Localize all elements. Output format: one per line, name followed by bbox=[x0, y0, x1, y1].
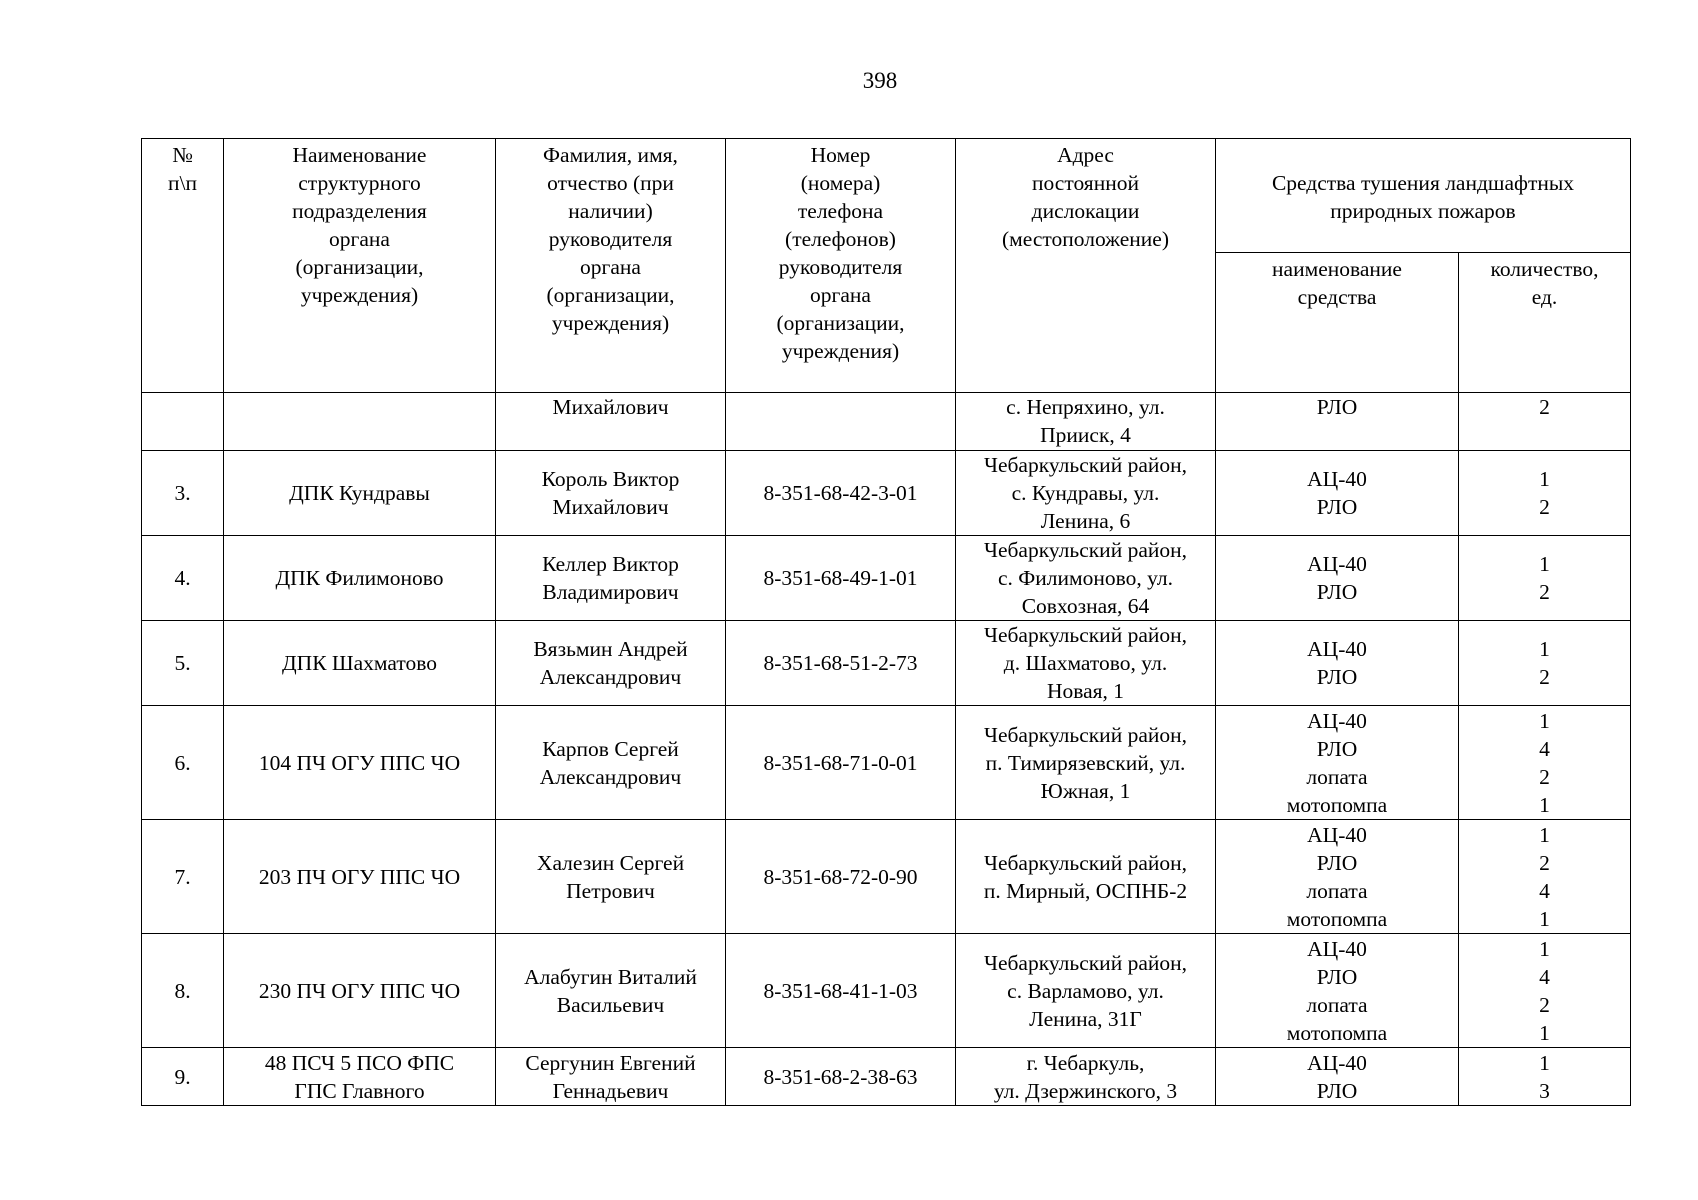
means-qty-line: 4 bbox=[1539, 736, 1550, 761]
address-line: ул. Дзержинского, 3 bbox=[993, 1078, 1178, 1103]
means-name-line: АЦ-40 bbox=[1307, 637, 1367, 661]
cell-unit bbox=[224, 393, 496, 451]
address-line: с. Непряхино, ул. bbox=[1006, 395, 1165, 419]
cell-head bbox=[496, 393, 726, 451]
head-line: Халезин Сергей bbox=[536, 850, 685, 875]
header-line: телефона bbox=[797, 199, 884, 223]
cell-unit bbox=[224, 820, 496, 934]
address-line: с. Варламово, ул. bbox=[1007, 978, 1164, 1003]
head-line: Михайлович bbox=[552, 495, 669, 519]
header-means-name bbox=[1216, 253, 1459, 393]
means-qty-line: 2 bbox=[1539, 580, 1550, 604]
means-name-line: РЛО bbox=[1316, 580, 1358, 604]
address-line: г. Чебаркуль, bbox=[1026, 1050, 1145, 1075]
cell-unit bbox=[224, 706, 496, 820]
table-body bbox=[142, 393, 1631, 1106]
cell-num: 4. bbox=[142, 536, 224, 621]
header-line: органа bbox=[329, 227, 390, 251]
head-line: Сергунин Евгений bbox=[525, 1050, 696, 1075]
header-line: учреждения) bbox=[551, 311, 670, 335]
means-name-line: лопата bbox=[1306, 878, 1368, 903]
table-row bbox=[142, 820, 1631, 934]
header-line: подразделения bbox=[292, 199, 427, 223]
head-line: Алабугин Виталий bbox=[524, 964, 697, 989]
means-qty-line: 1 bbox=[1539, 822, 1550, 847]
table-row bbox=[142, 621, 1631, 706]
cell-phone: 8-351-68-71-0-01 bbox=[726, 706, 956, 820]
unit-line: ГПС Главного bbox=[294, 1078, 425, 1103]
cell-num: 5. bbox=[142, 621, 224, 706]
address-line: п. Мирный, ОСПНБ-2 bbox=[983, 878, 1188, 903]
cell-phone: 8-351-68-49-1-01 bbox=[726, 536, 956, 621]
unit-line: 48 ПСЧ 5 ПСО ФПС bbox=[264, 1050, 455, 1075]
means-name-line: мотопомпа bbox=[1286, 1020, 1388, 1045]
cell-num: 3. bbox=[142, 451, 224, 536]
table-row bbox=[142, 706, 1631, 820]
address-line: д. Шахматово, ул. bbox=[1003, 651, 1168, 675]
means-name-line: мотопомпа bbox=[1286, 906, 1388, 931]
fire-means-table bbox=[141, 138, 1631, 1106]
address-line: Южная, 1 bbox=[1040, 778, 1131, 803]
header-line: учреждения) bbox=[300, 283, 419, 307]
header-line: (местоположение) bbox=[1002, 227, 1169, 251]
means-qty-line: 2 bbox=[1539, 850, 1550, 875]
header-line: дислокации bbox=[1031, 199, 1140, 223]
header-line: Средства тушения ландшафтных bbox=[1271, 170, 1575, 195]
address-line: Чебаркульский район, bbox=[983, 538, 1188, 562]
means-name-line: АЦ-40 bbox=[1307, 1050, 1367, 1075]
address-line: Ленина, 6 bbox=[1040, 509, 1131, 533]
header-line: Фамилия, имя, bbox=[543, 143, 678, 167]
means-name-line: РЛО bbox=[1316, 850, 1358, 875]
header-phone bbox=[726, 139, 956, 393]
cell-means-qty bbox=[1459, 706, 1631, 820]
cell-num: 6. bbox=[142, 706, 224, 820]
means-qty-line: 3 bbox=[1539, 1078, 1550, 1103]
address-line: Чебаркульский район, bbox=[983, 623, 1188, 647]
header-means bbox=[1216, 139, 1631, 253]
header-line: отчество (при bbox=[547, 171, 674, 195]
means-name-line: лопата bbox=[1306, 992, 1368, 1017]
header-line: постоянной bbox=[1032, 171, 1139, 195]
cell-phone: 8-351-68-42-3-01 bbox=[726, 451, 956, 536]
means-qty-line: 2 bbox=[1539, 764, 1550, 789]
header-line: структурного bbox=[298, 171, 421, 195]
header-line: (номера) bbox=[800, 171, 881, 195]
table-row bbox=[142, 451, 1631, 536]
header-line: Наименование bbox=[292, 143, 427, 167]
means-name-line: АЦ-40 bbox=[1307, 936, 1367, 961]
unit-line: ДПК Кундравы bbox=[289, 481, 430, 505]
means-qty-line: 1 bbox=[1539, 637, 1550, 661]
means-name-line: РЛО bbox=[1316, 495, 1358, 519]
cell-means-qty bbox=[1459, 536, 1631, 621]
page-number: 398 bbox=[862, 68, 898, 93]
header-line: Адрес bbox=[1057, 143, 1114, 167]
means-qty-line: 2 bbox=[1539, 992, 1550, 1017]
cell-address bbox=[956, 820, 1216, 934]
cell-phone: 8-351-68-41-1-03 bbox=[726, 934, 956, 1048]
cell-means-qty bbox=[1459, 621, 1631, 706]
cell-num: 8. bbox=[142, 934, 224, 1048]
address-line: с. Филимоново, ул. bbox=[997, 566, 1174, 590]
header-line: учреждения) bbox=[781, 339, 900, 363]
table-row bbox=[142, 393, 1631, 451]
cell-address bbox=[956, 1048, 1216, 1106]
header-line: п\п bbox=[168, 171, 197, 195]
table-row bbox=[142, 934, 1631, 1048]
means-qty-line: 1 bbox=[1539, 552, 1550, 576]
header-unit bbox=[224, 139, 496, 393]
header-line: ед. bbox=[1531, 285, 1558, 309]
means-qty-line: 2 bbox=[1539, 665, 1550, 689]
cell-unit bbox=[224, 451, 496, 536]
unit-line: 203 ПЧ ОГУ ППС ЧО bbox=[258, 864, 461, 889]
header-head bbox=[496, 139, 726, 393]
header-line: руководителя bbox=[548, 227, 673, 251]
head-line: Владимирович bbox=[542, 580, 679, 604]
means-qty-line: 2 bbox=[1539, 495, 1550, 519]
header-line: № bbox=[172, 143, 193, 167]
table-row bbox=[142, 1048, 1631, 1106]
means-name-line: лопата bbox=[1306, 764, 1368, 789]
means-name-line: АЦ-40 bbox=[1307, 822, 1367, 847]
cell-unit bbox=[224, 1048, 496, 1106]
unit-line: ДПК Филимоново bbox=[275, 566, 444, 590]
means-qty-line: 1 bbox=[1539, 936, 1550, 961]
means-name-line: АЦ-40 bbox=[1307, 552, 1367, 576]
means-qty-line: 1 bbox=[1539, 792, 1550, 817]
cell-unit bbox=[224, 621, 496, 706]
table-row bbox=[142, 536, 1631, 621]
cell-unit bbox=[224, 934, 496, 1048]
means-qty-line: 4 bbox=[1539, 878, 1550, 903]
cell-address bbox=[956, 393, 1216, 451]
header-line: (организации, bbox=[546, 283, 675, 307]
cell-unit bbox=[224, 536, 496, 621]
header-line: (телефонов) bbox=[785, 227, 896, 251]
cell-means-name bbox=[1216, 393, 1459, 451]
header-line: (организации, bbox=[776, 311, 905, 335]
means-name-line: мотопомпа bbox=[1286, 792, 1388, 817]
cell-address bbox=[956, 706, 1216, 820]
cell-head bbox=[496, 451, 726, 536]
cell-means-name bbox=[1216, 451, 1459, 536]
cell-means-name bbox=[1216, 621, 1459, 706]
head-line: Король Виктор bbox=[541, 467, 680, 491]
header-num bbox=[142, 139, 224, 393]
header-line: органа bbox=[580, 255, 641, 279]
means-name-line: РЛО bbox=[1316, 964, 1358, 989]
cell-head bbox=[496, 934, 726, 1048]
cell-num: 7. bbox=[142, 820, 224, 934]
head-line: Келлер Виктор bbox=[542, 552, 679, 576]
cell-means-qty bbox=[1459, 1048, 1631, 1106]
header-line: наименование bbox=[1272, 257, 1402, 281]
cell-phone: 8-351-68-72-0-90 bbox=[726, 820, 956, 934]
cell-means-name bbox=[1216, 820, 1459, 934]
unit-line: ДПК Шахматово bbox=[282, 651, 437, 675]
header-line: Номер bbox=[810, 143, 871, 167]
address-line: с. Кундравы, ул. bbox=[1011, 481, 1160, 505]
head-line: Карпов Сергей bbox=[542, 736, 679, 761]
means-qty-line: 1 bbox=[1539, 708, 1550, 733]
cell-head bbox=[496, 536, 726, 621]
address-line: Чебаркульский район, bbox=[983, 722, 1188, 747]
cell-address bbox=[956, 451, 1216, 536]
cell-means-name bbox=[1216, 1048, 1459, 1106]
head-line: Александрович bbox=[539, 764, 682, 789]
cell-address bbox=[956, 536, 1216, 621]
means-qty-line: 1 bbox=[1539, 1050, 1550, 1075]
cell-phone bbox=[726, 393, 956, 451]
unit-line: 104 ПЧ ОГУ ППС ЧО bbox=[258, 750, 461, 775]
means-qty-line: 2 bbox=[1539, 395, 1550, 419]
header-address bbox=[956, 139, 1216, 393]
head-line: Васильевич bbox=[556, 992, 665, 1017]
cell-num: 9. bbox=[142, 1048, 224, 1106]
cell-means-name bbox=[1216, 934, 1459, 1048]
cell-means-name bbox=[1216, 706, 1459, 820]
cell-head bbox=[496, 820, 726, 934]
header-line: количество, bbox=[1490, 257, 1599, 281]
means-name-line: РЛО bbox=[1316, 1078, 1358, 1103]
cell-means-name bbox=[1216, 536, 1459, 621]
cell-head bbox=[496, 621, 726, 706]
cell-means-qty bbox=[1459, 820, 1631, 934]
address-line: Ленина, 31Г bbox=[1029, 1006, 1142, 1031]
header-means-qty bbox=[1459, 253, 1631, 393]
head-line: Михайлович bbox=[552, 395, 669, 419]
address-line: Чебаркульский район, bbox=[983, 950, 1188, 975]
cell-phone: 8-351-68-2-38-63 bbox=[726, 1048, 956, 1106]
cell-head bbox=[496, 1048, 726, 1106]
cell-means-qty bbox=[1459, 934, 1631, 1048]
header-line: (организации, bbox=[295, 255, 424, 279]
address-line: Чебаркульский район, bbox=[983, 850, 1188, 875]
address-line: Прииск, 4 bbox=[1040, 423, 1131, 447]
cell-means-qty bbox=[1459, 451, 1631, 536]
means-name-line: РЛО bbox=[1316, 395, 1358, 419]
cell-head bbox=[496, 706, 726, 820]
head-line: Александрович bbox=[539, 665, 682, 689]
means-name-line: РЛО bbox=[1316, 736, 1358, 761]
head-line: Петрович bbox=[566, 878, 655, 903]
head-line: Геннадьевич bbox=[552, 1078, 669, 1103]
header-line: органа bbox=[810, 283, 871, 307]
header-line: природных пожаров bbox=[1330, 198, 1516, 223]
means-qty-line: 1 bbox=[1539, 1020, 1550, 1045]
address-line: Чебаркульский район, bbox=[983, 453, 1188, 477]
means-qty-line: 4 bbox=[1539, 964, 1550, 989]
head-line: Вязьмин Андрей bbox=[533, 637, 688, 661]
address-line: п. Тимирязевский, ул. bbox=[985, 750, 1186, 775]
address-line: Совхозная, 64 bbox=[1021, 594, 1150, 618]
cell-address bbox=[956, 621, 1216, 706]
means-name-line: АЦ-40 bbox=[1307, 467, 1367, 491]
means-name-line: АЦ-40 bbox=[1307, 708, 1367, 733]
means-name-line: РЛО bbox=[1316, 665, 1358, 689]
cell-phone: 8-351-68-51-2-73 bbox=[726, 621, 956, 706]
cell-address bbox=[956, 934, 1216, 1048]
header-line: наличии) bbox=[568, 199, 653, 223]
cell-num bbox=[142, 393, 224, 451]
cell-means-qty bbox=[1459, 393, 1631, 451]
header-line: руководителя bbox=[778, 255, 903, 279]
address-line: Новая, 1 bbox=[1046, 679, 1125, 703]
unit-line: 230 ПЧ ОГУ ППС ЧО bbox=[258, 978, 461, 1003]
means-qty-line: 1 bbox=[1539, 467, 1550, 491]
means-qty-line: 1 bbox=[1539, 906, 1550, 931]
header-line: средства bbox=[1297, 285, 1377, 309]
